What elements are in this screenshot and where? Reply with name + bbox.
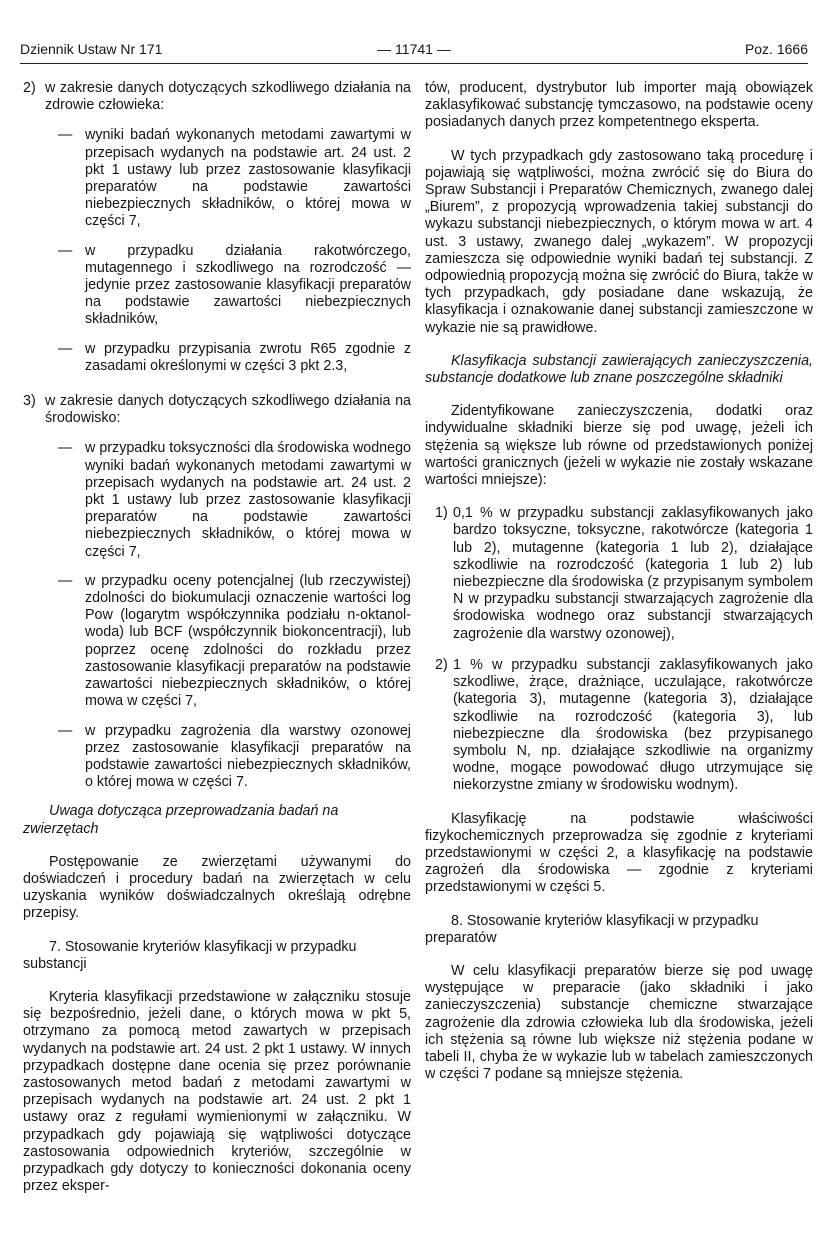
item-3-dash-list (45, 440, 411, 791)
dash-text: w przypadku działania rakotwórczego, mutagennego i szkodliwego na rozrodczość — jedynie przez zastosowanie klasyfikacji preparatów na podstawie zawartości niebezpiecznych składników, (85, 242, 411, 328)
section-7-heading: 7. Stosowanie kryteriów klasyfikacji w przypadku substancji (23, 938, 357, 972)
animal-testing-heading: Uwaga dotycząca przeprowadzania badań na zwierzętach (23, 803, 339, 837)
left-column (23, 80, 411, 1195)
identified-impurities-paragraph: Zidentyfikowane zanieczyszczenia, dodatki oraz indywidualne składniki bierze się pod uwagę, jeżeli ich stężenia są większe lub równe od przedstawionych poniżej wartości granicznych (jeżeli w wykazie nie zostały wskazane wartości mniejsze): (425, 403, 813, 489)
threshold-item (425, 657, 813, 795)
dash-item (45, 243, 411, 329)
impurities-heading: Klasyfikacja substancji zawierających zanieczyszczenia, substancje dodatkowe lub znane poszczególne składniki (425, 352, 813, 387)
section-7-text: Kryteria klasyfikacji przedstawione w załączniku stosuje się bezpośrednio, jeżeli dane, o których mowa w pkt 5, otrzymano za pomocą metod zawartych w przepisach wydanych na podstawie art. 24 ust. 2 pkt 1 ustawy. W innych przypadkach dostępne dane ocenia się przez porównanie zastosowanych metod badań z metodami zawartymi w przepisach wydanych na podstawie art. 24 ust. 2 pkt 1 ustawy oraz z regułami wymienionymi w załączniku. W przypadkach gdy pojawiają się wątpliwości dotyczące zastosowania odpowiednich kryteriów, szczególnie w przypadkach gdy dotyczy to konieczności dokonania oceny przez eksper- (23, 988, 411, 1195)
dash-item (45, 723, 411, 792)
item-intro: w zakresie danych dotyczących szkodliwego działania na środowisko: (45, 393, 411, 427)
item-number: 2) (435, 656, 448, 673)
item-2 (23, 80, 411, 114)
threshold-text: 0,1 % w przypadku substancji zaklasyfikowanych jako bardzo toksyczne, toksyczne, rakotwórcze (kategoria 1 lub 2), mutagenne (kategoria 1 lub 2), działające szkodliwie na rozrodczość (kategoria 1 lub 2) lub niebezpieczne dla środowiska (z przypisanym symbolem N w przypadku substancji stwarzających zagrożenie dla środowiska wodnego oraz substancji stwarzających zagrożenie dla warstwy ozonowej), (453, 505, 813, 642)
dash-text: w przypadku oceny potencjalnej (lub rzeczywistej) zdolności do biokumulacji oznaczenie wartości log Pow (logarytm współczynnika podziału n-oktanol-woda) lub BCF (współczynnik biokoncentracji), lub poprzez ocenę zdolności do rozkładu przez zastosowanie klasyfikacji preparatów na podstawie zawartości niebezpiecznych składników, o której mowa w części 7, (85, 572, 411, 710)
page-number: — 11741 — (377, 41, 451, 57)
dash-item (45, 573, 411, 711)
classification-paragraph: Klasyfikację na podstawie właściwości fizykochemicznych przeprowadza się zgodnie z kryteriami przedstawionymi w części 2, a klasyfikację na podstawie zagrożeń dla środowiska — zgodnie z kryteriami przedstawionymi w części 5. (425, 810, 813, 896)
section-8-text: W celu klasyfikacji preparatów bierze się pod uwagę występujące w preparacie (jako składniki i jako zanieczyszczenia) substancje chemiczne stwarzające zagrożenie dla zdrowia człowieka lub dla środowiska, jeżeli ich stężenia są równe lub większe niż stężenia podane w tabeli II, chyba że w wykazie lub w tabelach zamieszczonych w części 7 podane są mniejsze stężenia. (425, 962, 813, 1083)
page-header (20, 39, 808, 64)
dash-text: wyniki badań wykonanych metodami zawartymi w przepisach wydanych na podstawie art. 24 ust. 2 pkt 1 ustawy lub przez zastosowanie klasyfikacji preparatów na podstawie zawartości niebezpiecznych składników, o której mowa w części 7, (85, 127, 411, 230)
bureau-paragraph: W tych przypadkach gdy zastosowano taką procedurę i pojawiają się wątpliwości, można zwrócić się do Biura do Spraw Substancji i Preparatów Chemicznych, zwanego dalej „Biurem”, z propozycją wprowadzenia takiej substancji do wykazu substancji niebezpiecznych, o którym mowa w art. 4 ust. 3 ustawy, zwanego dalej „wykazem”. W propozycji zamieszcza się odpowiednie wyniki badań tej substancji. Z odpowiednią propozycją można się zwrócić do Biura, także w tych przypadkach, gdy posiadane dane wskazują, że klasyfikacja i oznakowanie danej substancji zamieszczone w wykazie nie są prawidłowe. (425, 147, 813, 336)
item-2-dash-list (45, 127, 411, 375)
item-number: 3) (23, 393, 36, 410)
dash-mark: — (58, 127, 73, 144)
right-column (425, 80, 813, 1083)
dash-text: w przypadku toksyczności dla środowiska wodnego wyniki badań wykonanych metodami zawartymi w przepisach wydanych na podstawie art. 24 ust. 2 pkt 1 ustawy lub przez zastosowanie klasyfikacji preparatów na podstawie zawartości niebezpiecznych składników, o której mowa w części 7, (85, 440, 411, 560)
threshold-item (425, 505, 813, 643)
item-number: 2) (23, 80, 36, 96)
dash-mark: — (58, 572, 73, 589)
animal-testing-text: Postępowanie ze zwierzętami używanymi do doświadczeń i procedury badań na zwierzętach w celu uzyskania wyników doświadczalnych określają odrębne przepisy. (23, 853, 411, 922)
dash-item (45, 341, 411, 375)
dash-mark: — (58, 440, 73, 457)
section-8-heading: 8. Stosowanie kryteriów klasyfikacji w przypadku preparatów (425, 912, 759, 946)
dash-item (45, 127, 411, 230)
dash-text: w przypadku przypisania zwrotu R65 zgodnie z zasadami określonymi w części 3 pkt 2.3, (85, 340, 411, 374)
dash-text: w przypadku zagrożenia dla warstwy ozonowej przez zastosowanie klasyfikacji preparatów na podstawie zawartości niebezpiecznych składników, o której mowa w części 7. (85, 722, 411, 791)
dash-mark: — (58, 722, 73, 739)
item-number: 1) (435, 505, 448, 522)
position-number: Poz. 1666 (744, 41, 808, 57)
dash-item (45, 440, 411, 560)
continuation-paragraph: tów, producent, dystrybutor lub importer mają obowiązek zaklasyfikować substancję tymczasowo, na podstawie oceny posiadanych danych przez kompetentnego eksperta. (425, 80, 813, 131)
item-intro: w zakresie danych dotyczących szkodliwego działania na zdrowie człowieka: (45, 80, 411, 114)
dash-mark: — (58, 340, 73, 357)
journal-title: Dziennik Ustaw Nr 171 (20, 41, 163, 57)
item-3 (23, 393, 411, 427)
dash-mark: — (58, 242, 73, 259)
threshold-text: 1 % w przypadku substancji zaklasyfikowanych jako szkodliwe, żrące, drażniące, uczulające, rakotwórcze (kategoria 3), mutagenne (kategoria 3), działające szkodliwie na rozrodczość (kategoria 3), lub niebezpieczne dla środowiska (bez przypisanego symbolu N, np. działające szkodliwie na organizmy wodne, mogące powodować długo utrzymujące się niekorzystne zmiany w środowisku wodnym). (453, 656, 813, 794)
